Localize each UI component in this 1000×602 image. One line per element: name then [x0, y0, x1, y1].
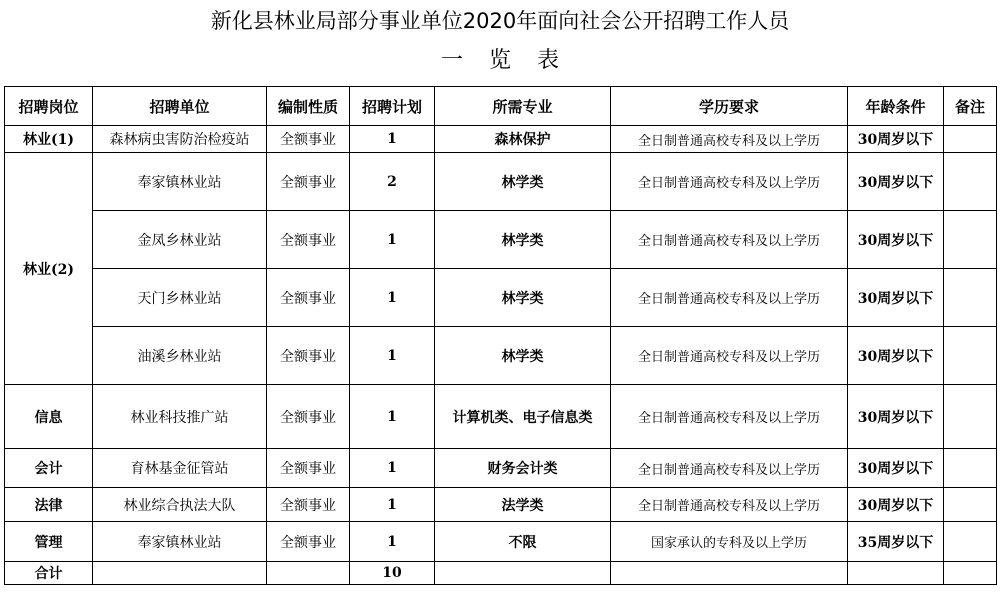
unit-cell: 金凤乡林业站 — [93, 211, 267, 269]
unit-cell: 林业科技推广站 — [93, 385, 267, 449]
unit-cell: 森林病虫害防治检疫站 — [93, 126, 267, 153]
edu-cell: 全日制普通高校专科及以上学历 — [611, 153, 848, 211]
note-cell — [944, 126, 997, 153]
table-row — [5, 126, 997, 153]
post-cell: 法律 — [5, 488, 93, 522]
note-cell — [944, 385, 997, 449]
note-cell — [944, 488, 997, 522]
edu-cell: 全日制普通高校专科及以上学历 — [611, 327, 848, 385]
plan-cell: 1 — [350, 126, 435, 153]
post-cell: 会计 — [5, 449, 93, 488]
table-row — [5, 488, 997, 522]
age-cell: 30周岁以下 — [848, 327, 944, 385]
unit-cell: 奉家镇林业站 — [93, 153, 267, 211]
nature-cell: 全额事业 — [267, 488, 350, 522]
table-row — [5, 153, 997, 211]
empty-cell — [93, 562, 267, 585]
nature-cell: 全额事业 — [267, 385, 350, 449]
header-major: 所需专业 — [435, 87, 611, 126]
post-cell: 林业(1) — [5, 126, 93, 153]
post-cell: 管理 — [5, 522, 93, 562]
total-row — [5, 562, 997, 585]
plan-cell: 1 — [350, 327, 435, 385]
recruitment-table — [4, 86, 997, 585]
major-cell: 法学类 — [435, 488, 611, 522]
nature-cell: 全额事业 — [267, 327, 350, 385]
total-label: 合计 — [5, 562, 93, 585]
plan-cell: 1 — [350, 488, 435, 522]
major-cell: 林学类 — [435, 269, 611, 327]
age-cell: 30周岁以下 — [848, 211, 944, 269]
nature-cell: 全额事业 — [267, 126, 350, 153]
edu-cell: 全日制普通高校专科及以上学历 — [611, 488, 848, 522]
edu-cell: 全日制普通高校专科及以上学历 — [611, 126, 848, 153]
major-cell: 林学类 — [435, 153, 611, 211]
empty-cell — [267, 562, 350, 585]
age-cell: 30周岁以下 — [848, 153, 944, 211]
age-cell: 30周岁以下 — [848, 488, 944, 522]
note-cell — [944, 449, 997, 488]
nature-cell: 全额事业 — [267, 449, 350, 488]
age-cell: 30周岁以下 — [848, 385, 944, 449]
document-title: 新化县林业局部分事业单位2020年面向社会公开招聘工作人员 — [210, 9, 790, 33]
plan-cell: 1 — [350, 449, 435, 488]
header-nature: 编制性质 — [267, 87, 350, 126]
major-cell: 不限 — [435, 522, 611, 562]
unit-cell: 油溪乡林业站 — [93, 327, 267, 385]
plan-cell: 1 — [350, 211, 435, 269]
age-cell: 35周岁以下 — [848, 522, 944, 562]
major-cell: 森林保护 — [435, 126, 611, 153]
table-row — [5, 522, 997, 562]
empty-cell — [611, 562, 848, 585]
nature-cell: 全额事业 — [267, 211, 350, 269]
header-unit: 招聘单位 — [93, 87, 267, 126]
document-subtitle: 一览表 — [440, 48, 585, 73]
nature-cell: 全额事业 — [267, 522, 350, 562]
empty-cell — [435, 562, 611, 585]
header-row — [5, 87, 997, 126]
header-edu: 学历要求 — [611, 87, 848, 126]
header-age: 年龄条件 — [848, 87, 944, 126]
edu-cell: 全日制普通高校专科及以上学历 — [611, 449, 848, 488]
edu-cell: 全日制普通高校专科及以上学历 — [611, 211, 848, 269]
total-plan: 10 — [350, 562, 435, 585]
note-cell — [944, 522, 997, 562]
major-cell: 林学类 — [435, 211, 611, 269]
table-row — [5, 449, 997, 488]
note-cell — [944, 327, 997, 385]
age-cell: 30周岁以下 — [848, 269, 944, 327]
plan-cell: 1 — [350, 385, 435, 449]
table-row — [5, 385, 997, 449]
age-cell: 30周岁以下 — [848, 126, 944, 153]
header-plan: 招聘计划 — [350, 87, 435, 126]
nature-cell: 全额事业 — [267, 269, 350, 327]
nature-cell: 全额事业 — [267, 153, 350, 211]
major-cell: 计算机类、电子信息类 — [435, 385, 611, 449]
age-cell: 30周岁以下 — [848, 449, 944, 488]
table-row — [5, 269, 997, 327]
edu-cell: 国家承认的专科及以上学历 — [611, 522, 848, 562]
plan-cell: 1 — [350, 522, 435, 562]
note-cell — [944, 153, 997, 211]
table-row — [5, 327, 997, 385]
plan-cell: 2 — [350, 153, 435, 211]
note-cell — [944, 269, 997, 327]
edu-cell: 全日制普通高校专科及以上学历 — [611, 269, 848, 327]
major-cell: 林学类 — [435, 327, 611, 385]
unit-cell: 育林基金征管站 — [93, 449, 267, 488]
unit-cell: 天门乡林业站 — [93, 269, 267, 327]
empty-cell — [944, 562, 997, 585]
plan-cell: 1 — [350, 269, 435, 327]
note-cell — [944, 211, 997, 269]
empty-cell — [848, 562, 944, 585]
header-post: 招聘岗位 — [5, 87, 93, 126]
unit-cell: 林业综合执法大队 — [93, 488, 267, 522]
header-note: 备注 — [944, 87, 997, 126]
table-row — [5, 211, 997, 269]
edu-cell: 全日制普通高校专科及以上学历 — [611, 385, 848, 449]
major-cell: 财务会计类 — [435, 449, 611, 488]
unit-cell: 奉家镇林业站 — [93, 522, 267, 562]
post-cell: 信息 — [5, 385, 93, 449]
post-cell: 林业(2) — [5, 153, 93, 385]
